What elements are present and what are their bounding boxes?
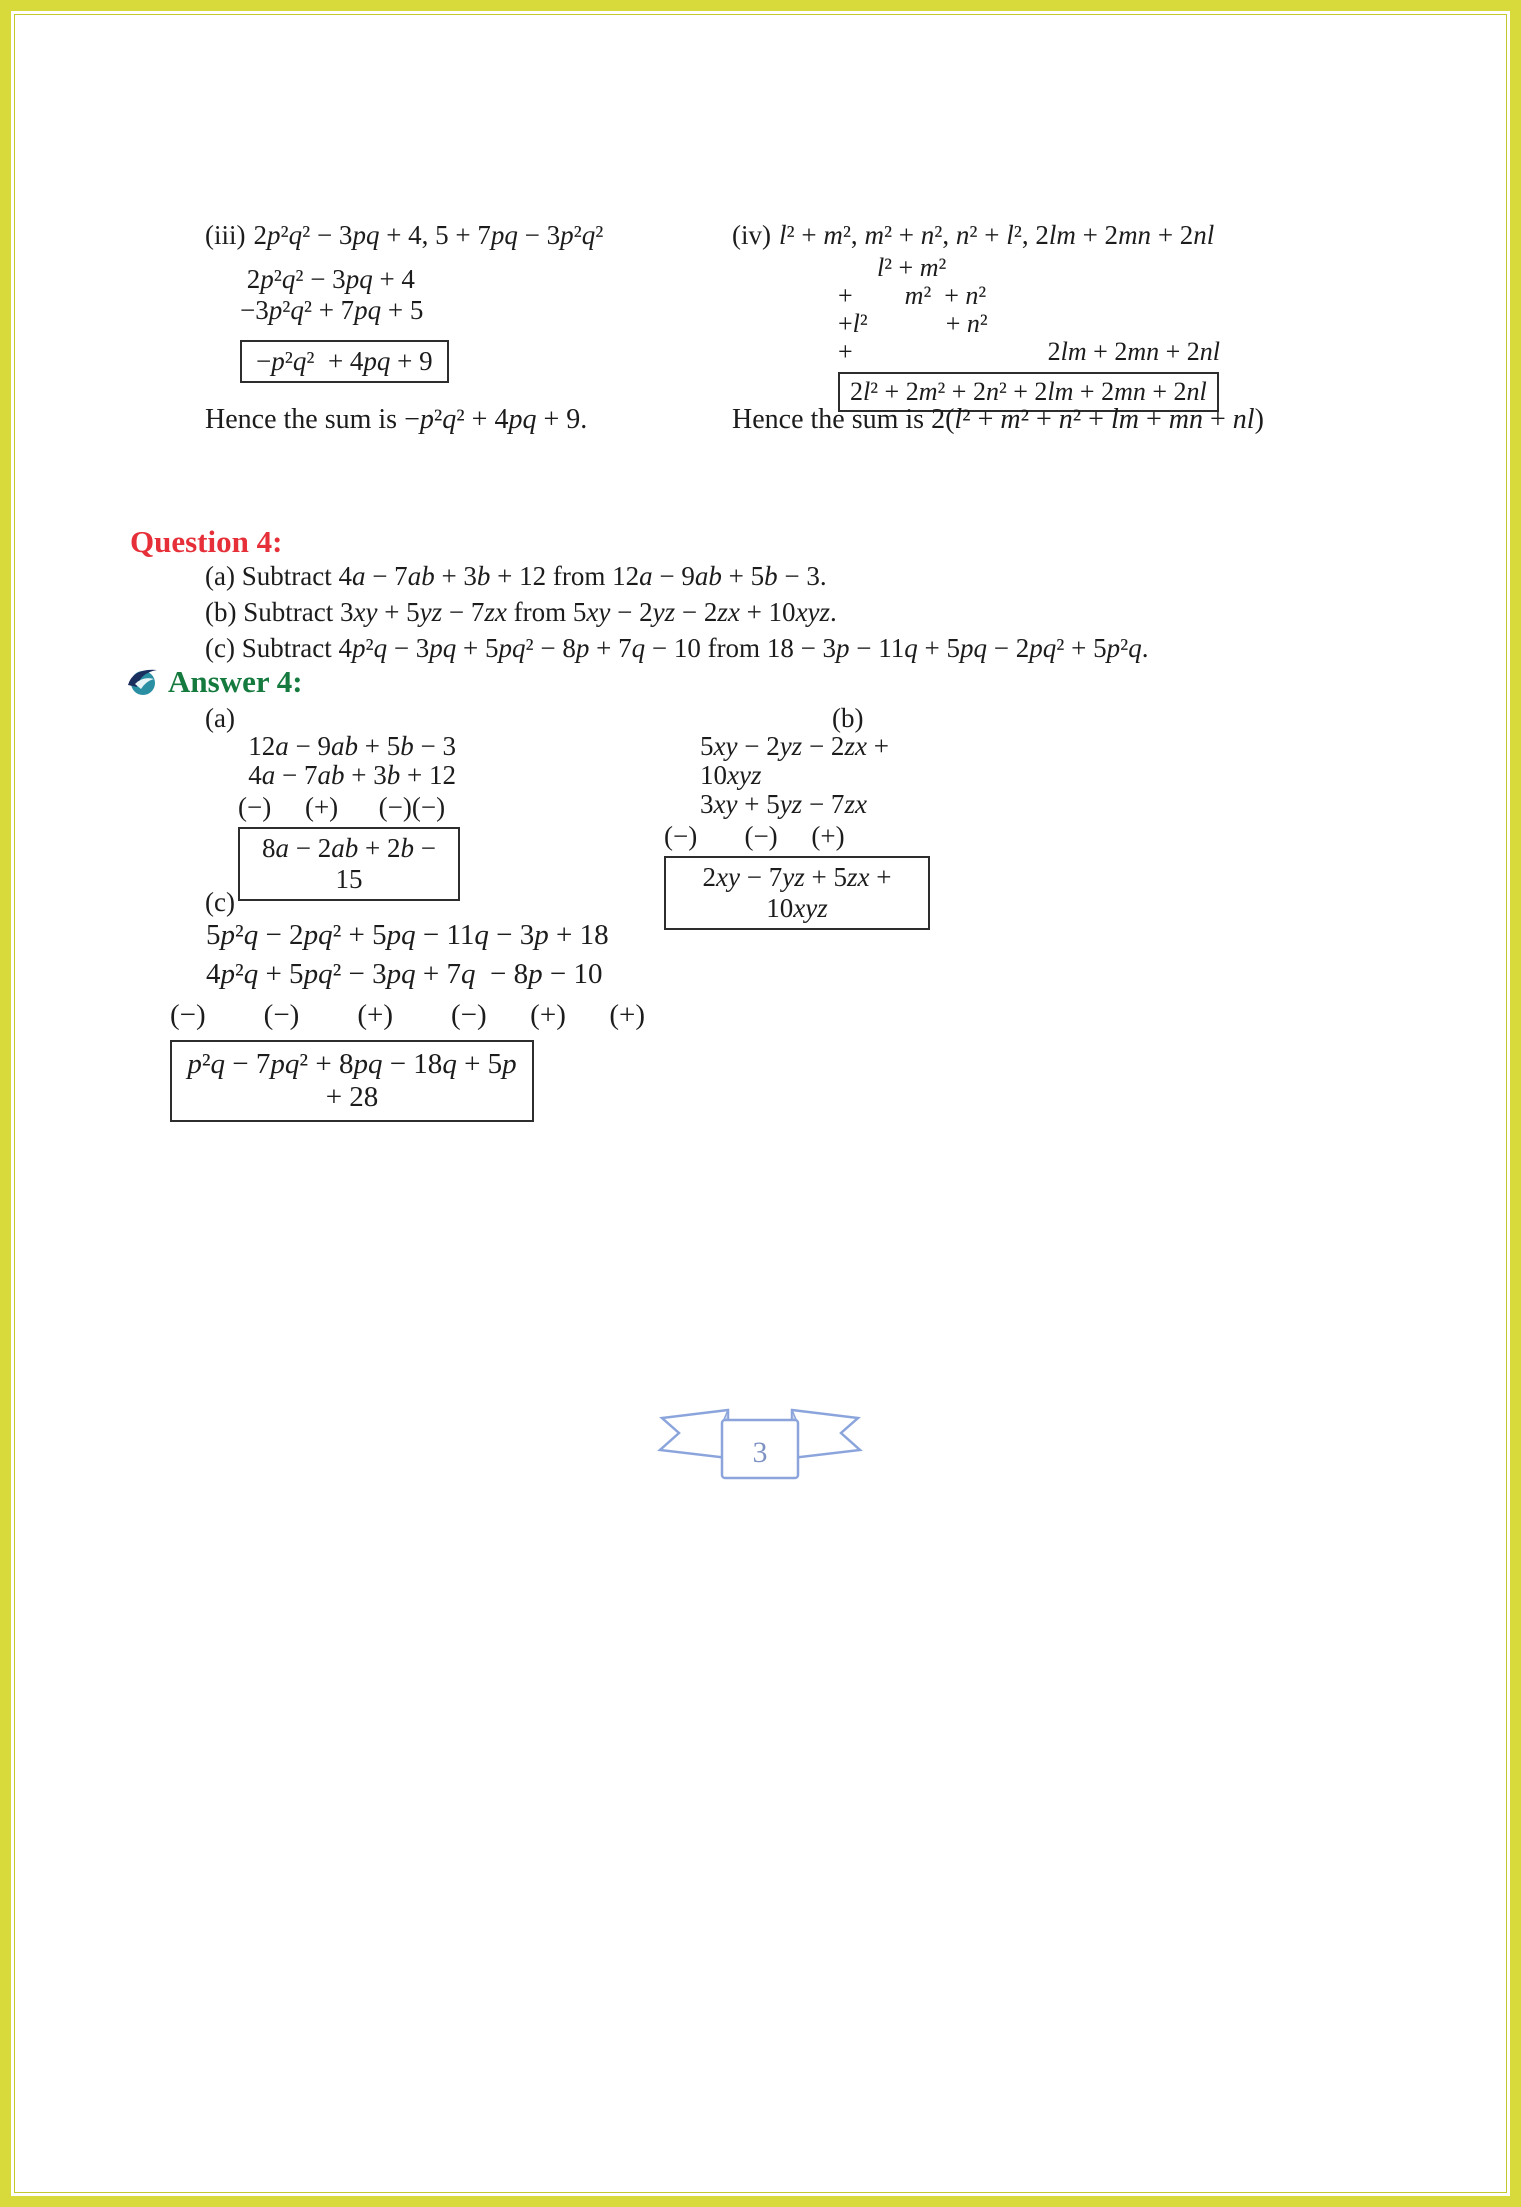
question-item-a-conj: from <box>552 561 606 591</box>
ribbon-right-flag <box>792 1410 860 1458</box>
answer-a-label: (a) <box>205 703 235 733</box>
question-item-b-expr1: 3xy + 5yz − 7zx <box>339 597 507 627</box>
question-item-b-end: . <box>830 597 837 627</box>
question-item-c-end: . <box>1141 633 1149 663</box>
answer-a-signs: (−) (+) (−)(−) <box>238 792 446 822</box>
answer-a-row-2: 4a − 7ab + 3b + 12 <box>248 760 456 790</box>
sum-iii-label: (iii) <box>205 220 246 250</box>
sum-iv-row-4: + 2lm + 2mn + 2nl <box>838 337 1221 366</box>
answer-b-row-1: 5xy − 2yz − 2zx + 10xyz <box>700 731 889 790</box>
question-item-c-verb: Subtract <box>241 633 332 663</box>
answer-b-row-2: 3xy + 5yz − 7zx <box>700 789 867 819</box>
sum-iv-working <box>838 254 1220 412</box>
question-item-b-label: (b) <box>205 597 237 627</box>
page-number: 3 <box>752 1436 768 1469</box>
answer-c-working <box>170 916 646 1122</box>
question-item-c <box>205 630 1148 666</box>
answer-b-working <box>664 732 930 930</box>
answer-b-signs: (−) (−) (+) <box>664 821 845 851</box>
sum-iii-conclusion-math: −p²q² + 4pq + 9 <box>404 404 581 435</box>
brand-logo-icon <box>126 664 160 698</box>
sum-iii-result-box: −p²q² + 4pq + 9 <box>240 340 449 383</box>
question-item-a-label: (a) <box>205 561 235 591</box>
answer-a-row-1: 12a − 9ab + 5b − 3 <box>248 731 456 761</box>
sum-iii-heading <box>205 220 603 251</box>
answer-b-result-box: 2xy − 7yz + 5zx + 10xyz <box>664 856 930 930</box>
sum-iv-conclusion <box>732 404 1264 436</box>
sum-iv-row-3: +l² + n² <box>838 309 988 338</box>
sum-iii-conclusion-period: . <box>580 404 588 435</box>
answer-c-result-box: p²q − 7pq² + 8pq − 18q + 5p + 28 <box>170 1040 534 1122</box>
sum-iv-heading <box>732 220 1214 251</box>
answer-c-signs: (−) (−) (+) (−) (+) (+) <box>170 999 646 1031</box>
sum-iv-row-2: + m² + n² <box>838 281 987 310</box>
page-number-ribbon <box>648 1402 872 1486</box>
question-item-b <box>205 594 1148 630</box>
question-item-a-expr2: 12a − 9ab + 5b − 3 <box>612 561 820 591</box>
question-item-c-label: (c) <box>205 633 235 663</box>
question-item-b-verb: Subtract <box>243 597 334 627</box>
question-item-c-expr1: 4p²q − 3pq + 5pq² − 8p + 7q − 10 <box>338 633 701 663</box>
question-item-c-expr2: 18 − 3p − 11q + 5pq − 2pq² + 5p²q <box>766 633 1142 663</box>
answer-c-row-1: 5p²q − 2pq² + 5pq − 11q − 3p + 18 <box>206 919 609 951</box>
answer-c-row-2: 4p²q + 5pq² − 3pq + 7q − 8p − 10 <box>206 958 603 990</box>
question-item-a-expr1: 4a − 7ab + 3b + 12 <box>338 561 547 591</box>
question-item-a-end: . <box>819 561 827 591</box>
sum-iv-conclusion-text: Hence the sum is <box>732 404 925 435</box>
ribbon-left-flag <box>660 1410 728 1458</box>
sum-iv-conclusion-math: 2(l² + m² + n² + lm + mn + nl) <box>931 404 1264 435</box>
question-item-c-conj: from <box>707 633 761 663</box>
question-item-b-conj: from <box>513 597 567 627</box>
sum-iii-row-1: 2p²q² − 3pq + 4 <box>240 264 415 294</box>
sum-iv-row-1: l² + m² <box>877 253 947 282</box>
sum-iii-expression: 2p²q² − 3pq + 4, 5 + 7pq − 3p²q² <box>253 220 604 250</box>
answer-title: Answer 4: <box>168 664 303 699</box>
question-items <box>205 558 1148 666</box>
sum-iv-result-box: 2l² + 2m² + 2n² + 2lm + 2mn + 2nl <box>838 372 1219 412</box>
answer-a-result-box: 8a − 2ab + 2b − 15 <box>238 827 460 901</box>
question-title: Question 4: <box>130 524 283 559</box>
sum-iv-label: (iv) <box>732 220 771 250</box>
sum-iii-row-2: −3p²q² + 7pq + 5 <box>240 295 424 325</box>
answer-a-working <box>238 732 460 901</box>
answer-b-label: (b) <box>832 703 864 733</box>
sum-iv-expression: l² + m², m² + n², n² + l², 2lm + 2mn + 2nl <box>778 220 1215 250</box>
answer-c-label: (c) <box>205 887 235 917</box>
question-item-b-expr2: 5xy − 2yz − 2zx + 10xyz <box>572 597 831 627</box>
sum-iii-conclusion <box>205 404 587 436</box>
question-item-a-verb: Subtract <box>241 561 332 591</box>
sum-iii-working <box>240 264 449 383</box>
question-item-a <box>205 558 1148 594</box>
sum-iii-conclusion-text: Hence the sum is <box>205 404 398 435</box>
